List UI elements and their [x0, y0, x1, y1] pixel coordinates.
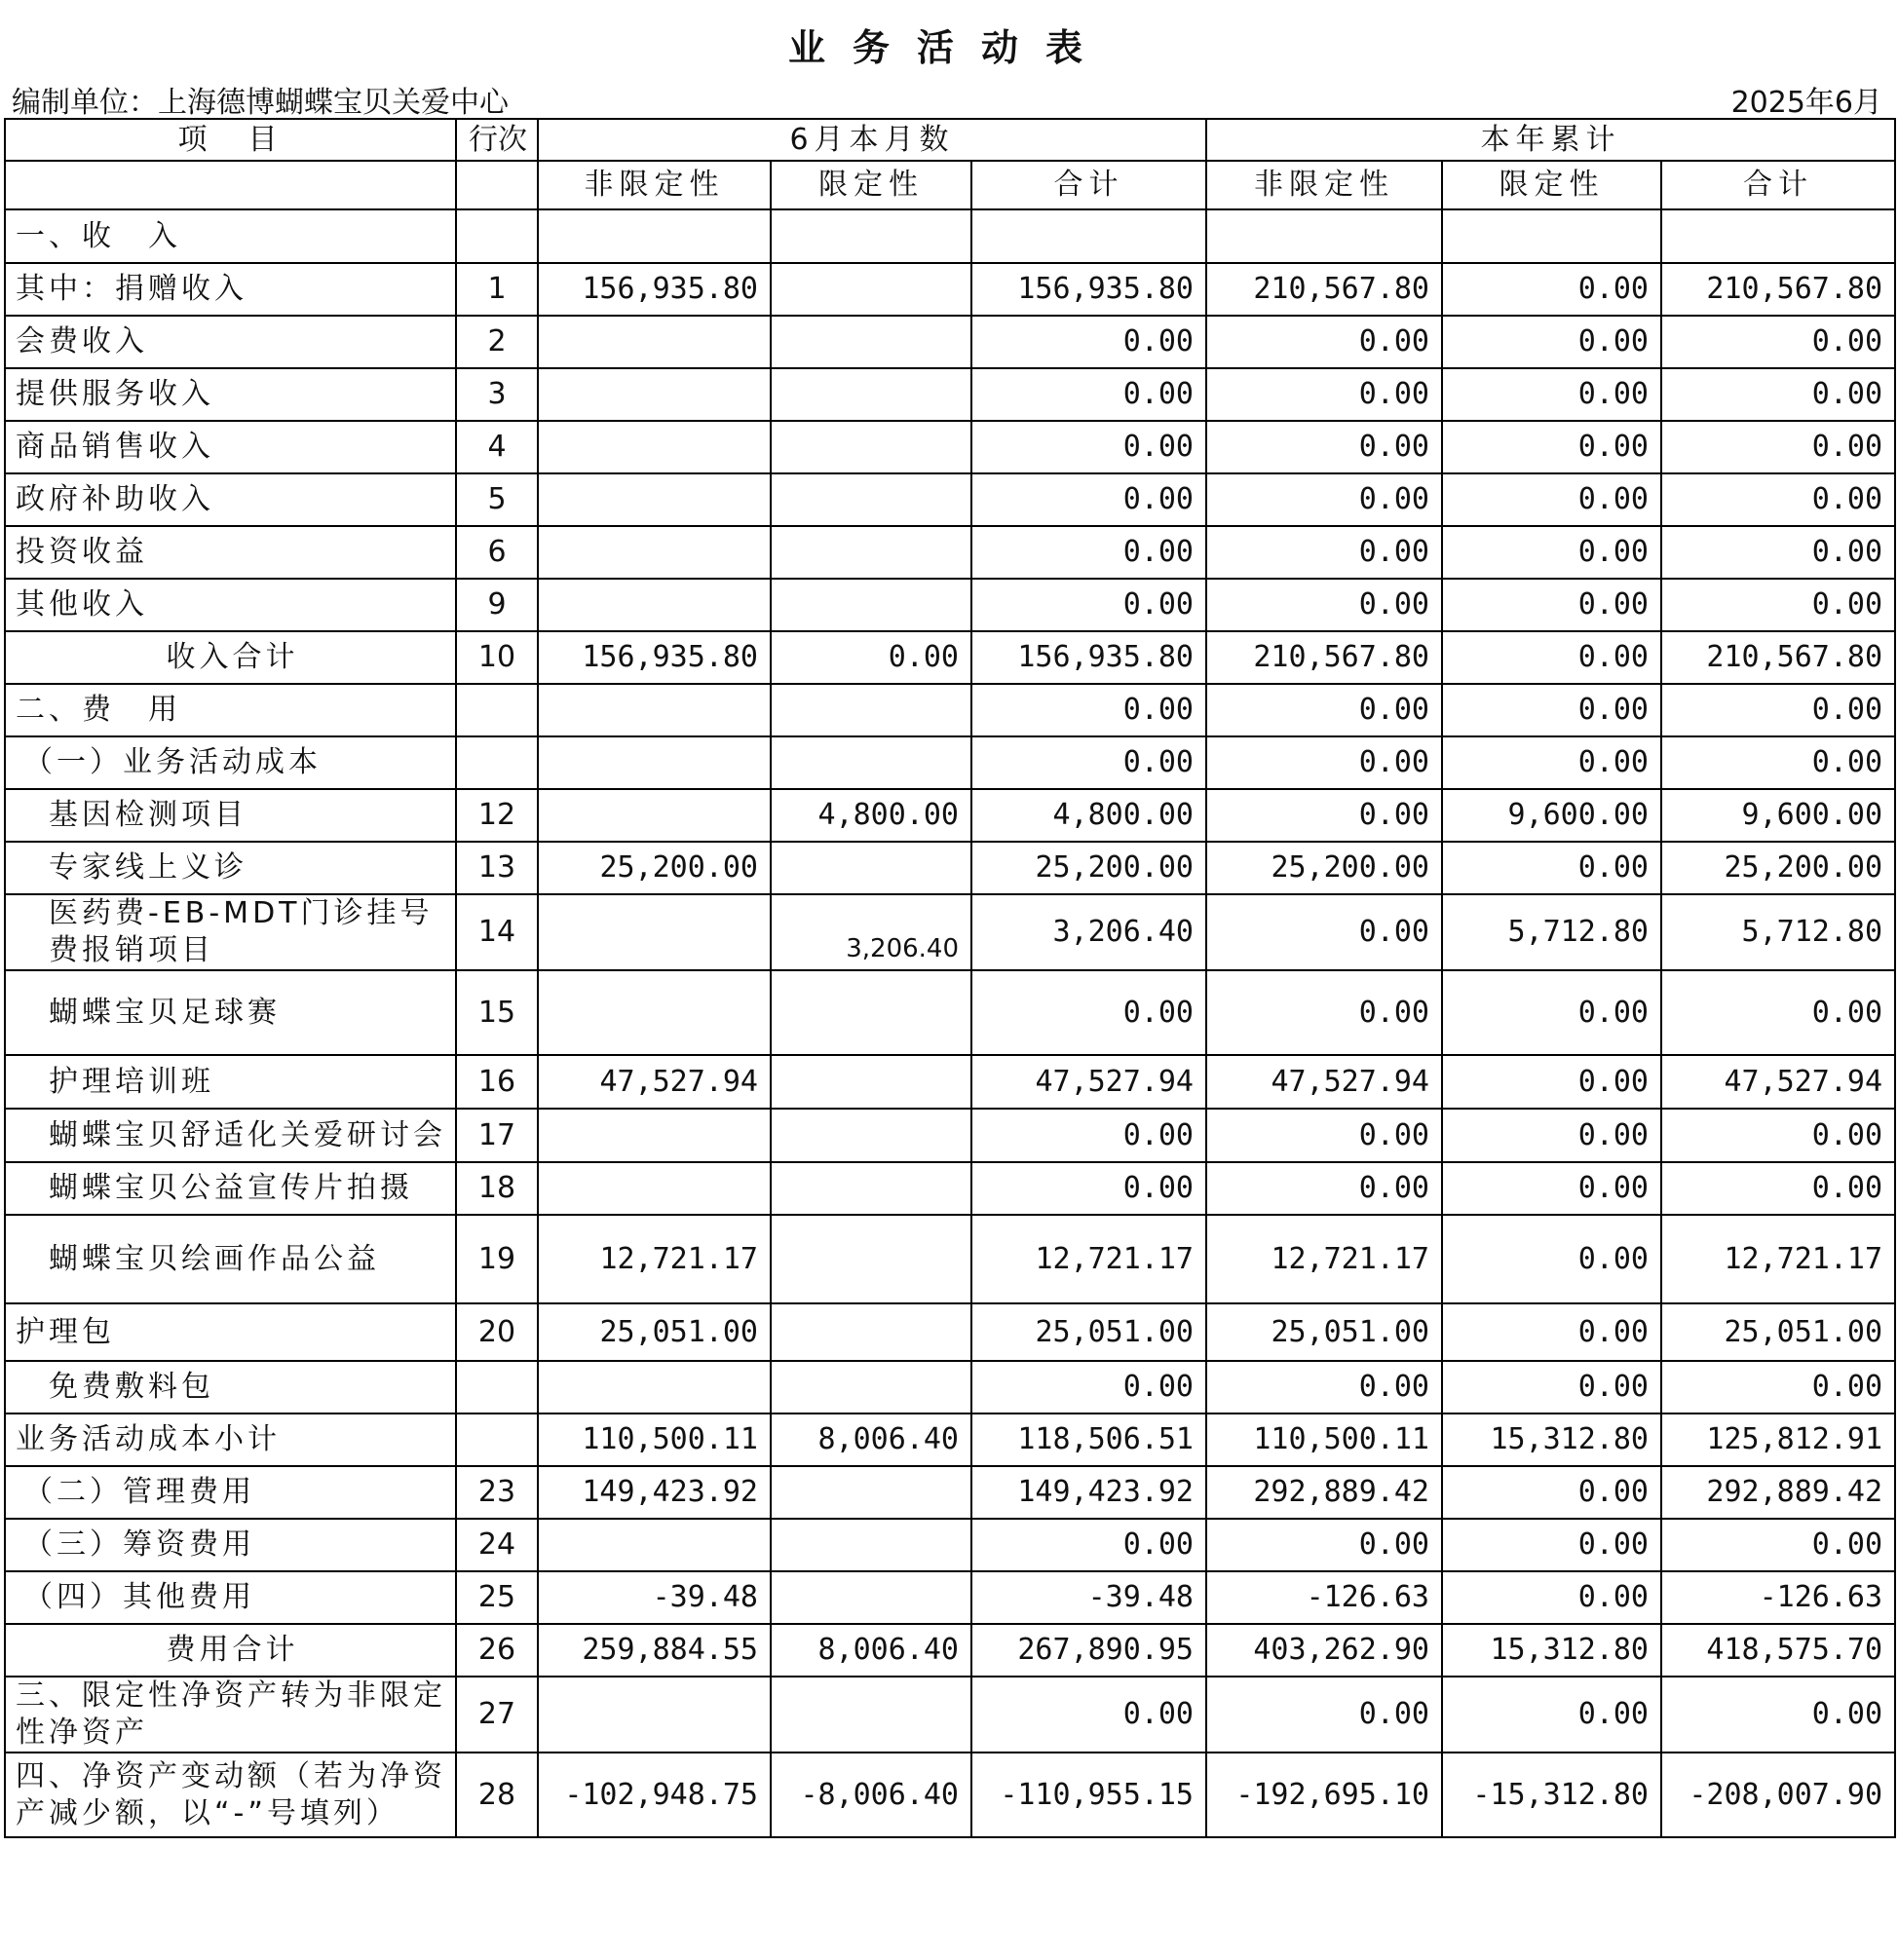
cell-y-t: 0.00: [1661, 684, 1895, 736]
cell-m-r: [771, 1677, 971, 1753]
cell-m-u: 156,935.80: [538, 631, 771, 684]
cell-m-u: 47,527.94: [538, 1055, 771, 1109]
cell-m-u: [538, 970, 771, 1055]
cell-m-r: [771, 1215, 971, 1303]
row-line-number: 28: [456, 1753, 538, 1837]
cell-y-t: 0.00: [1661, 1361, 1895, 1413]
cell-y-u: 0.00: [1206, 1361, 1442, 1413]
cell-y-u: 47,527.94: [1206, 1055, 1442, 1109]
cell-y-t: 9,600.00: [1661, 789, 1895, 842]
cell-m-u: [538, 473, 771, 526]
cell-m-r: [771, 316, 971, 368]
row-line-number: [456, 684, 538, 736]
item-header: 项 目: [5, 119, 456, 161]
cell-y-t: 0.00: [1661, 526, 1895, 579]
row-line-number: 17: [456, 1109, 538, 1162]
cell-y-t: 0.00: [1661, 970, 1895, 1055]
row-line-number: 10: [456, 631, 538, 684]
row-line-number: [456, 1361, 538, 1413]
row-item-label: 收入合计: [5, 631, 456, 684]
cell-y-u: 0.00: [1206, 789, 1442, 842]
cell-y-r: 0.00: [1442, 1109, 1661, 1162]
row-line-number: 23: [456, 1466, 538, 1519]
cell-m-t: 156,935.80: [971, 631, 1206, 684]
cell-m-t: 25,051.00: [971, 1303, 1206, 1361]
month-total-header: 合计: [971, 161, 1206, 209]
cell-m-r: [771, 1571, 971, 1624]
cell-y-t: 0.00: [1661, 1519, 1895, 1571]
cell-y-t: 5,712.80: [1661, 894, 1895, 970]
row-line-number: [456, 1413, 538, 1466]
table-row: [5, 1215, 1895, 1303]
row-line-number: 14: [456, 894, 538, 970]
cell-y-u: -192,695.10: [1206, 1753, 1442, 1837]
cell-y-u: 0.00: [1206, 1677, 1442, 1753]
row-item-label: 蝴蝶宝贝绘画作品公益: [5, 1215, 456, 1303]
header-row-1: [5, 119, 1895, 161]
line-header: 行次: [456, 119, 538, 161]
row-line-number: 25: [456, 1571, 538, 1624]
cell-y-t: 292,889.42: [1661, 1466, 1895, 1519]
cell-m-t: 25,200.00: [971, 842, 1206, 894]
table-row: [5, 842, 1895, 894]
row-item-label: 政府补助收入: [5, 473, 456, 526]
cell-y-r: 0.00: [1442, 631, 1661, 684]
cell-y-r: 0.00: [1442, 316, 1661, 368]
cell-y-r: 0.00: [1442, 579, 1661, 631]
cell-y-t: -126.63: [1661, 1571, 1895, 1624]
cell-y-r: [1442, 209, 1661, 263]
cell-m-t: 0.00: [971, 473, 1206, 526]
row-item-label: 护理培训班: [5, 1055, 456, 1109]
cell-y-r: 0.00: [1442, 526, 1661, 579]
cell-y-u: 0.00: [1206, 894, 1442, 970]
cell-y-t: [1661, 209, 1895, 263]
row-item-label: （四）其他费用: [5, 1571, 456, 1624]
row-item-label: 业务活动成本小计: [5, 1413, 456, 1466]
cell-y-u: 0.00: [1206, 526, 1442, 579]
row-item-label: （二）管理费用: [5, 1466, 456, 1519]
cell-m-t: 0.00: [971, 1109, 1206, 1162]
table-row: [5, 316, 1895, 368]
row-item-label: 专家线上义诊: [5, 842, 456, 894]
cell-m-t: 267,890.95: [971, 1624, 1206, 1677]
row-item-label: 二、费 用: [5, 684, 456, 736]
row-item-label: 护理包: [5, 1303, 456, 1361]
cell-y-u: 0.00: [1206, 579, 1442, 631]
row-item-label: 四、净资产变动额（若为净资产减少额，以“-”号填列）: [5, 1753, 456, 1837]
cell-y-r: 0.00: [1442, 1519, 1661, 1571]
cell-y-t: 418,575.70: [1661, 1624, 1895, 1677]
cell-y-u: 0.00: [1206, 421, 1442, 473]
cell-y-t: 0.00: [1661, 473, 1895, 526]
cell-y-r: 0.00: [1442, 1571, 1661, 1624]
cell-y-u: 0.00: [1206, 368, 1442, 421]
year-total-header: 合计: [1661, 161, 1895, 209]
header-blank-cell: [5, 161, 456, 209]
cell-m-t: 0.00: [971, 579, 1206, 631]
table-row: [5, 684, 1895, 736]
cell-m-t: 0.00: [971, 368, 1206, 421]
cell-m-t: 156,935.80: [971, 263, 1206, 316]
row-line-number: 6: [456, 526, 538, 579]
cell-m-r: 0.00: [771, 631, 971, 684]
cell-m-t: 4,800.00: [971, 789, 1206, 842]
table-row: [5, 1519, 1895, 1571]
row-item-label: 医药费-EB-MDT门诊挂号费报销项目: [5, 894, 456, 970]
row-line-number: 27: [456, 1677, 538, 1753]
row-item-label: 会费收入: [5, 316, 456, 368]
cell-m-u: 110,500.11: [538, 1413, 771, 1466]
cell-m-t: 0.00: [971, 1519, 1206, 1571]
row-item-label: 基因检测项目: [5, 789, 456, 842]
cell-m-r: -8,006.40: [771, 1753, 971, 1837]
cell-m-r: [771, 1303, 971, 1361]
header-blank-cell: [456, 161, 538, 209]
cell-y-r: 5,712.80: [1442, 894, 1661, 970]
row-line-number: 13: [456, 842, 538, 894]
cell-y-r: 0.00: [1442, 263, 1661, 316]
table-row: [5, 1361, 1895, 1413]
cell-y-u: 210,567.80: [1206, 631, 1442, 684]
report-period: 2025年6月: [1730, 86, 1882, 120]
report-title: 业务活动表: [787, 26, 1110, 69]
cell-y-t: 125,812.91: [1661, 1413, 1895, 1466]
cell-m-u: 149,423.92: [538, 1466, 771, 1519]
row-item-label: 商品销售收入: [5, 421, 456, 473]
cell-m-r: [771, 368, 971, 421]
row-item-label: 免费敷料包: [5, 1361, 456, 1413]
month-unrestricted-header: 非限定性: [538, 161, 771, 209]
cell-m-r: [771, 842, 971, 894]
cell-y-r: 9,600.00: [1442, 789, 1661, 842]
cell-y-r: 0.00: [1442, 473, 1661, 526]
cell-y-u: -126.63: [1206, 1571, 1442, 1624]
cell-m-t: 3,206.40: [971, 894, 1206, 970]
cell-m-u: -102,948.75: [538, 1753, 771, 1837]
row-line-number: 9: [456, 579, 538, 631]
cell-m-t: [971, 209, 1206, 263]
cell-m-u: [538, 368, 771, 421]
cell-m-r: [771, 684, 971, 736]
cell-m-u: 259,884.55: [538, 1624, 771, 1677]
cell-m-u: [538, 316, 771, 368]
table-row: [5, 970, 1895, 1055]
cell-y-u: 0.00: [1206, 1109, 1442, 1162]
cell-m-r: 3,206.40: [771, 894, 971, 970]
cell-y-t: 210,567.80: [1661, 631, 1895, 684]
year-restricted-header: 限定性: [1442, 161, 1661, 209]
row-line-number: 3: [456, 368, 538, 421]
row-item-label: 蝴蝶宝贝舒适化关爱研讨会: [5, 1109, 456, 1162]
cell-m-r: 8,006.40: [771, 1624, 971, 1677]
cell-m-t: -110,955.15: [971, 1753, 1206, 1837]
table-row: [5, 1413, 1895, 1466]
row-line-number: 20: [456, 1303, 538, 1361]
cell-m-u: [538, 789, 771, 842]
cell-m-t: 12,721.17: [971, 1215, 1206, 1303]
cell-y-r: 0.00: [1442, 1055, 1661, 1109]
cell-m-u: 25,051.00: [538, 1303, 771, 1361]
table-row: [5, 1162, 1895, 1215]
cell-m-r: [771, 421, 971, 473]
cell-y-t: 0.00: [1661, 1677, 1895, 1753]
cell-m-t: 0.00: [971, 316, 1206, 368]
table-row: [5, 894, 1895, 970]
row-item-label: 投资收益: [5, 526, 456, 579]
cell-m-r: [771, 1109, 971, 1162]
table-row: [5, 473, 1895, 526]
cell-y-r: 0.00: [1442, 736, 1661, 789]
cell-m-r: [771, 736, 971, 789]
row-line-number: 19: [456, 1215, 538, 1303]
cell-m-r: 8,006.40: [771, 1413, 971, 1466]
row-line-number: 5: [456, 473, 538, 526]
cell-y-r: -15,312.80: [1442, 1753, 1661, 1837]
cell-y-u: 0.00: [1206, 473, 1442, 526]
table-row: [5, 1753, 1895, 1837]
cell-m-u: 25,200.00: [538, 842, 771, 894]
cell-y-t: 0.00: [1661, 368, 1895, 421]
cell-m-r: [771, 473, 971, 526]
cell-y-u: 210,567.80: [1206, 263, 1442, 316]
table-row: [5, 579, 1895, 631]
cell-m-u: -39.48: [538, 1571, 771, 1624]
table-row: [5, 736, 1895, 789]
row-line-number: 18: [456, 1162, 538, 1215]
cell-m-u: [538, 209, 771, 263]
cell-m-t: 0.00: [971, 684, 1206, 736]
cell-y-t: 0.00: [1661, 316, 1895, 368]
table-row: [5, 1571, 1895, 1624]
row-line-number: 26: [456, 1624, 538, 1677]
cell-y-u: 25,051.00: [1206, 1303, 1442, 1361]
cell-y-t: -208,007.90: [1661, 1753, 1895, 1837]
cell-m-t: 0.00: [971, 736, 1206, 789]
activity-statement-table: [4, 118, 1896, 1838]
cell-m-r: 4,800.00: [771, 789, 971, 842]
month-restricted-header: 限定性: [771, 161, 971, 209]
cell-m-t: 149,423.92: [971, 1466, 1206, 1519]
cell-m-u: [538, 736, 771, 789]
cell-y-r: 15,312.80: [1442, 1624, 1661, 1677]
row-item-label: 一、收 入: [5, 209, 456, 263]
table-row: [5, 526, 1895, 579]
row-item-label: （三）筹资费用: [5, 1519, 456, 1571]
cell-y-t: 0.00: [1661, 421, 1895, 473]
year-unrestricted-header: 非限定性: [1206, 161, 1442, 209]
table-row: [5, 1055, 1895, 1109]
table-row: [5, 368, 1895, 421]
cell-y-u: 25,200.00: [1206, 842, 1442, 894]
month-group-header: 6月本月数: [538, 119, 1206, 161]
cell-y-t: 25,200.00: [1661, 842, 1895, 894]
cell-m-t: 0.00: [971, 421, 1206, 473]
row-line-number: 4: [456, 421, 538, 473]
cell-m-r: [771, 1055, 971, 1109]
row-item-label: 其他收入: [5, 579, 456, 631]
table-row: [5, 1109, 1895, 1162]
row-item-label: （一）业务活动成本: [5, 736, 456, 789]
cell-m-t: 0.00: [971, 1162, 1206, 1215]
row-line-number: 15: [456, 970, 538, 1055]
row-line-number: 2: [456, 316, 538, 368]
cell-m-r: [771, 1162, 971, 1215]
cell-m-t: 118,506.51: [971, 1413, 1206, 1466]
year-group-header: 本年累计: [1206, 119, 1895, 161]
row-item-label: 其中：捐赠收入: [5, 263, 456, 316]
cell-m-u: [538, 421, 771, 473]
cell-y-u: 0.00: [1206, 684, 1442, 736]
cell-m-r: [771, 970, 971, 1055]
cell-m-t: 47,527.94: [971, 1055, 1206, 1109]
cell-m-r: [771, 579, 971, 631]
row-line-number: 16: [456, 1055, 538, 1109]
table-row: [5, 209, 1895, 263]
cell-y-u: 0.00: [1206, 316, 1442, 368]
cell-y-r: 0.00: [1442, 842, 1661, 894]
cell-m-u: [538, 1677, 771, 1753]
cell-m-u: 12,721.17: [538, 1215, 771, 1303]
cell-y-r: 0.00: [1442, 1466, 1661, 1519]
cell-y-r: 0.00: [1442, 1162, 1661, 1215]
cell-y-t: 0.00: [1661, 579, 1895, 631]
cell-y-t: 0.00: [1661, 1109, 1895, 1162]
cell-y-r: 0.00: [1442, 421, 1661, 473]
table-row: [5, 1624, 1895, 1677]
cell-y-u: 0.00: [1206, 736, 1442, 789]
cell-y-u: [1206, 209, 1442, 263]
cell-m-r: [771, 1361, 971, 1413]
cell-m-u: [538, 526, 771, 579]
cell-y-r: 0.00: [1442, 1303, 1661, 1361]
cell-m-u: [538, 1109, 771, 1162]
table-row: [5, 789, 1895, 842]
cell-m-t: 0.00: [971, 970, 1206, 1055]
cell-m-r: [771, 209, 971, 263]
cell-y-t: 12,721.17: [1661, 1215, 1895, 1303]
cell-y-u: 292,889.42: [1206, 1466, 1442, 1519]
row-item-label: 三、限定性净资产转为非限定性净资产: [5, 1677, 456, 1753]
cell-m-t: 0.00: [971, 1361, 1206, 1413]
row-item-label: 费用合计: [5, 1624, 456, 1677]
table-row: [5, 1466, 1895, 1519]
cell-y-t: 25,051.00: [1661, 1303, 1895, 1361]
cell-y-r: 0.00: [1442, 368, 1661, 421]
preparing-unit: 编制单位：上海德博蝴蝶宝贝关爱中心: [12, 86, 509, 120]
cell-m-u: [538, 1519, 771, 1571]
row-item-label: 蝴蝶宝贝足球赛: [5, 970, 456, 1055]
row-line-number: [456, 209, 538, 263]
row-line-number: 12: [456, 789, 538, 842]
cell-y-u: 0.00: [1206, 1519, 1442, 1571]
cell-y-r: 0.00: [1442, 970, 1661, 1055]
cell-y-u: 0.00: [1206, 1162, 1442, 1215]
cell-m-u: 156,935.80: [538, 263, 771, 316]
header-row-2: [5, 161, 1895, 209]
cell-y-u: 0.00: [1206, 970, 1442, 1055]
cell-m-t: -39.48: [971, 1571, 1206, 1624]
table-row: [5, 1677, 1895, 1753]
cell-m-t: 0.00: [971, 1677, 1206, 1753]
row-item-label: 蝴蝶宝贝公益宣传片拍摄: [5, 1162, 456, 1215]
cell-m-r: [771, 1466, 971, 1519]
cell-m-t: 0.00: [971, 526, 1206, 579]
table-row: [5, 1303, 1895, 1361]
cell-m-r: [771, 526, 971, 579]
row-line-number: 24: [456, 1519, 538, 1571]
cell-m-u: [538, 1162, 771, 1215]
cell-m-u: [538, 894, 771, 970]
cell-m-u: [538, 1361, 771, 1413]
cell-y-r: 15,312.80: [1442, 1413, 1661, 1466]
row-line-number: [456, 736, 538, 789]
cell-m-u: [538, 684, 771, 736]
cell-y-r: 0.00: [1442, 1677, 1661, 1753]
table-row: [5, 631, 1895, 684]
cell-y-t: 210,567.80: [1661, 263, 1895, 316]
cell-y-u: 110,500.11: [1206, 1413, 1442, 1466]
cell-y-t: 0.00: [1661, 1162, 1895, 1215]
cell-y-r: 0.00: [1442, 1361, 1661, 1413]
cell-y-r: 0.00: [1442, 1215, 1661, 1303]
table-row: [5, 421, 1895, 473]
cell-y-r: 0.00: [1442, 684, 1661, 736]
cell-y-t: 0.00: [1661, 736, 1895, 789]
table-row: [5, 263, 1895, 316]
cell-y-t: 47,527.94: [1661, 1055, 1895, 1109]
cell-y-u: 12,721.17: [1206, 1215, 1442, 1303]
cell-m-u: [538, 579, 771, 631]
row-line-number: 1: [456, 263, 538, 316]
cell-m-r: [771, 263, 971, 316]
cell-y-u: 403,262.90: [1206, 1624, 1442, 1677]
row-item-label: 提供服务收入: [5, 368, 456, 421]
cell-m-r: [771, 1519, 971, 1571]
